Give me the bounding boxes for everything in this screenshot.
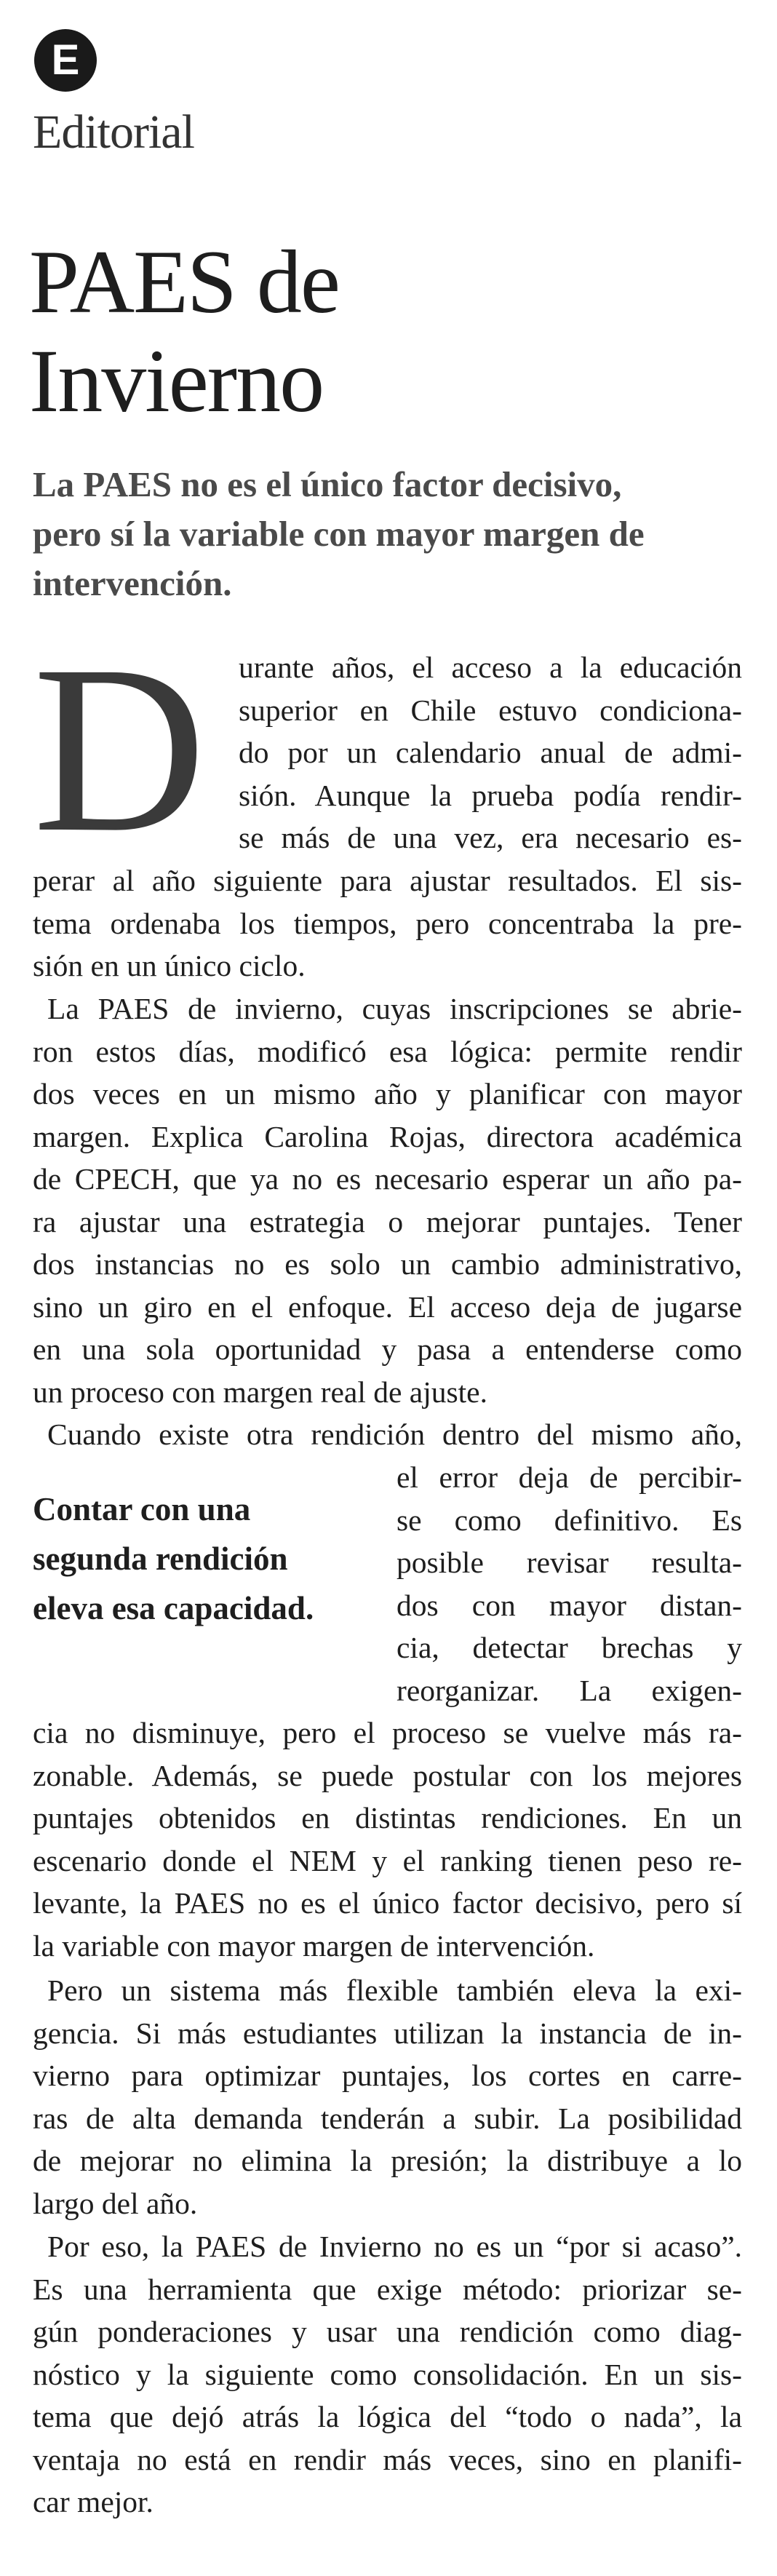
- body-line: de mejorar no elimina la presión; la distribuye a lo: [33, 2144, 742, 2177]
- paragraph-5: [33, 2225, 742, 2524]
- body-line: sión en un único ciclo.: [33, 949, 306, 982]
- body-line: cia no disminuye, pero el proceso se vuelve más ra-: [33, 1716, 742, 1749]
- body-line: perar al año siguiente para ajustar resultados. El sis-: [33, 864, 742, 897]
- body-line: zonable. Además, se puede postular con los mejores: [33, 1758, 742, 1792]
- body-line: posible revisar resulta-: [397, 1546, 742, 1579]
- body-line: un proceso con margen real de ajuste.: [33, 1375, 487, 1409]
- body-line: ra ajustar una estrategia o mejorar puntajes. Tener: [33, 1204, 742, 1239]
- body-line: ron estos días, modificó esa lógica: permite rendir: [33, 1034, 742, 1068]
- title-line-1: PAES de: [29, 232, 339, 332]
- title-line-2: Invierno: [29, 331, 324, 431]
- body-line: reorganizar. La exigen-: [397, 1673, 742, 1707]
- subtitle-line: pero sí la variable con mayor margen de: [33, 514, 645, 554]
- body-line: do por un calendario anual de admi-: [239, 736, 742, 769]
- body-line: sión. Aunque la prueba podía rendir-: [239, 778, 742, 812]
- body-line: de CPECH, que ya no es necesario esperar un año pa-: [33, 1162, 742, 1196]
- body-line: ras de alta demanda tenderán a subir. La posibilidad: [33, 2101, 742, 2135]
- body-line: Cuando existe otra rendición dentro del mismo año,: [47, 1418, 742, 1451]
- body-line: gencia. Si más estudiantes utilizan la instancia de in-: [33, 2016, 742, 2050]
- paragraph-1-full: [33, 859, 742, 987]
- body-line: margen. Explica Carolina Rojas, directora académica: [33, 1119, 742, 1153]
- subtitle-line: La PAES no es el único factor decisivo,: [33, 464, 622, 504]
- body-line: tema ordenaba los tiempos, pero concentraba la pre-: [33, 906, 742, 940]
- body-line: largo del año.: [33, 2186, 198, 2220]
- body-line: se como definitivo. Es: [397, 1503, 742, 1537]
- paragraph-4: [33, 1969, 742, 2225]
- body-line: levante, la PAES no es el único factor decisivo, pero sí: [33, 1886, 742, 1920]
- section-label: Editorial: [33, 106, 194, 159]
- subtitle-line: intervención.: [33, 563, 232, 603]
- pull-quote-line: segunda rendición: [33, 1541, 288, 1577]
- body-line: en una sola oportunidad y pasa a entenderse como: [33, 1332, 742, 1366]
- body-line: sino un giro en el enfoque. El acceso deja de jugarse: [33, 1289, 742, 1324]
- pull-quote-line: Contar con una: [33, 1491, 251, 1527]
- body-line: dos instancias no es solo un cambio administrativo,: [33, 1247, 742, 1281]
- section-badge: E: [34, 29, 97, 92]
- article-title: [29, 233, 742, 431]
- body-line: dos veces en un mismo año y planificar con mayor: [33, 1077, 742, 1110]
- paragraph-3-beside-quote: [397, 1456, 742, 1712]
- article-subtitle: [33, 460, 746, 608]
- body-line: escenario donde el NEM y el ranking tienen peso re-: [33, 1843, 742, 1877]
- body-line: urante años, el acceso a la educación: [239, 651, 742, 684]
- body-line: se más de una vez, era necesario es-: [239, 821, 742, 854]
- paragraph-3-full: [33, 1712, 742, 1967]
- pull-quote: [33, 1484, 375, 1633]
- body-line: La PAES de invierno, cuyas inscripciones se abrie-: [47, 992, 742, 1025]
- body-line: dos con mayor distan-: [397, 1588, 742, 1622]
- drop-cap: D: [33, 616, 207, 882]
- pull-quote-line: eleva esa capacidad.: [33, 1590, 314, 1626]
- body-line: tema que dejó atrás la lógica del “todo o nada”, la: [33, 2400, 742, 2433]
- body-line: ventaja no está en rendir más veces, sino en planifi-: [33, 2442, 742, 2476]
- body-line: Pero un sistema más flexible también eleva la exi-: [47, 1973, 742, 2007]
- body-line: Por eso, la PAES de Invierno no es un “por si acaso”.: [47, 2230, 742, 2263]
- body-line: nóstico y la siguiente como consolidación. En un sis-: [33, 2357, 742, 2391]
- body-line: car mejor.: [33, 2485, 154, 2519]
- body-line: vierno para optimizar puntajes, los cortes en carre-: [33, 2059, 742, 2092]
- body-line: puntajes obtenidos en distintas rendiciones. En un: [33, 1801, 742, 1834]
- body-line: superior en Chile estuvo condiciona-: [239, 693, 742, 727]
- paragraph-1-beside-cap: [239, 646, 742, 859]
- body-line: el error deja de percibir-: [397, 1460, 742, 1494]
- paragraph-3-first: [33, 1413, 742, 1456]
- body-line: la variable con mayor margen de intervención.: [33, 1928, 595, 1963]
- body-line: gún ponderaciones y usar una rendición como diag-: [33, 2315, 742, 2348]
- body-line: Es una herramienta que exige método: priorizar se-: [33, 2272, 742, 2306]
- paragraph-2: [33, 987, 742, 1413]
- body-line: cia, detectar brechas y: [397, 1631, 742, 1664]
